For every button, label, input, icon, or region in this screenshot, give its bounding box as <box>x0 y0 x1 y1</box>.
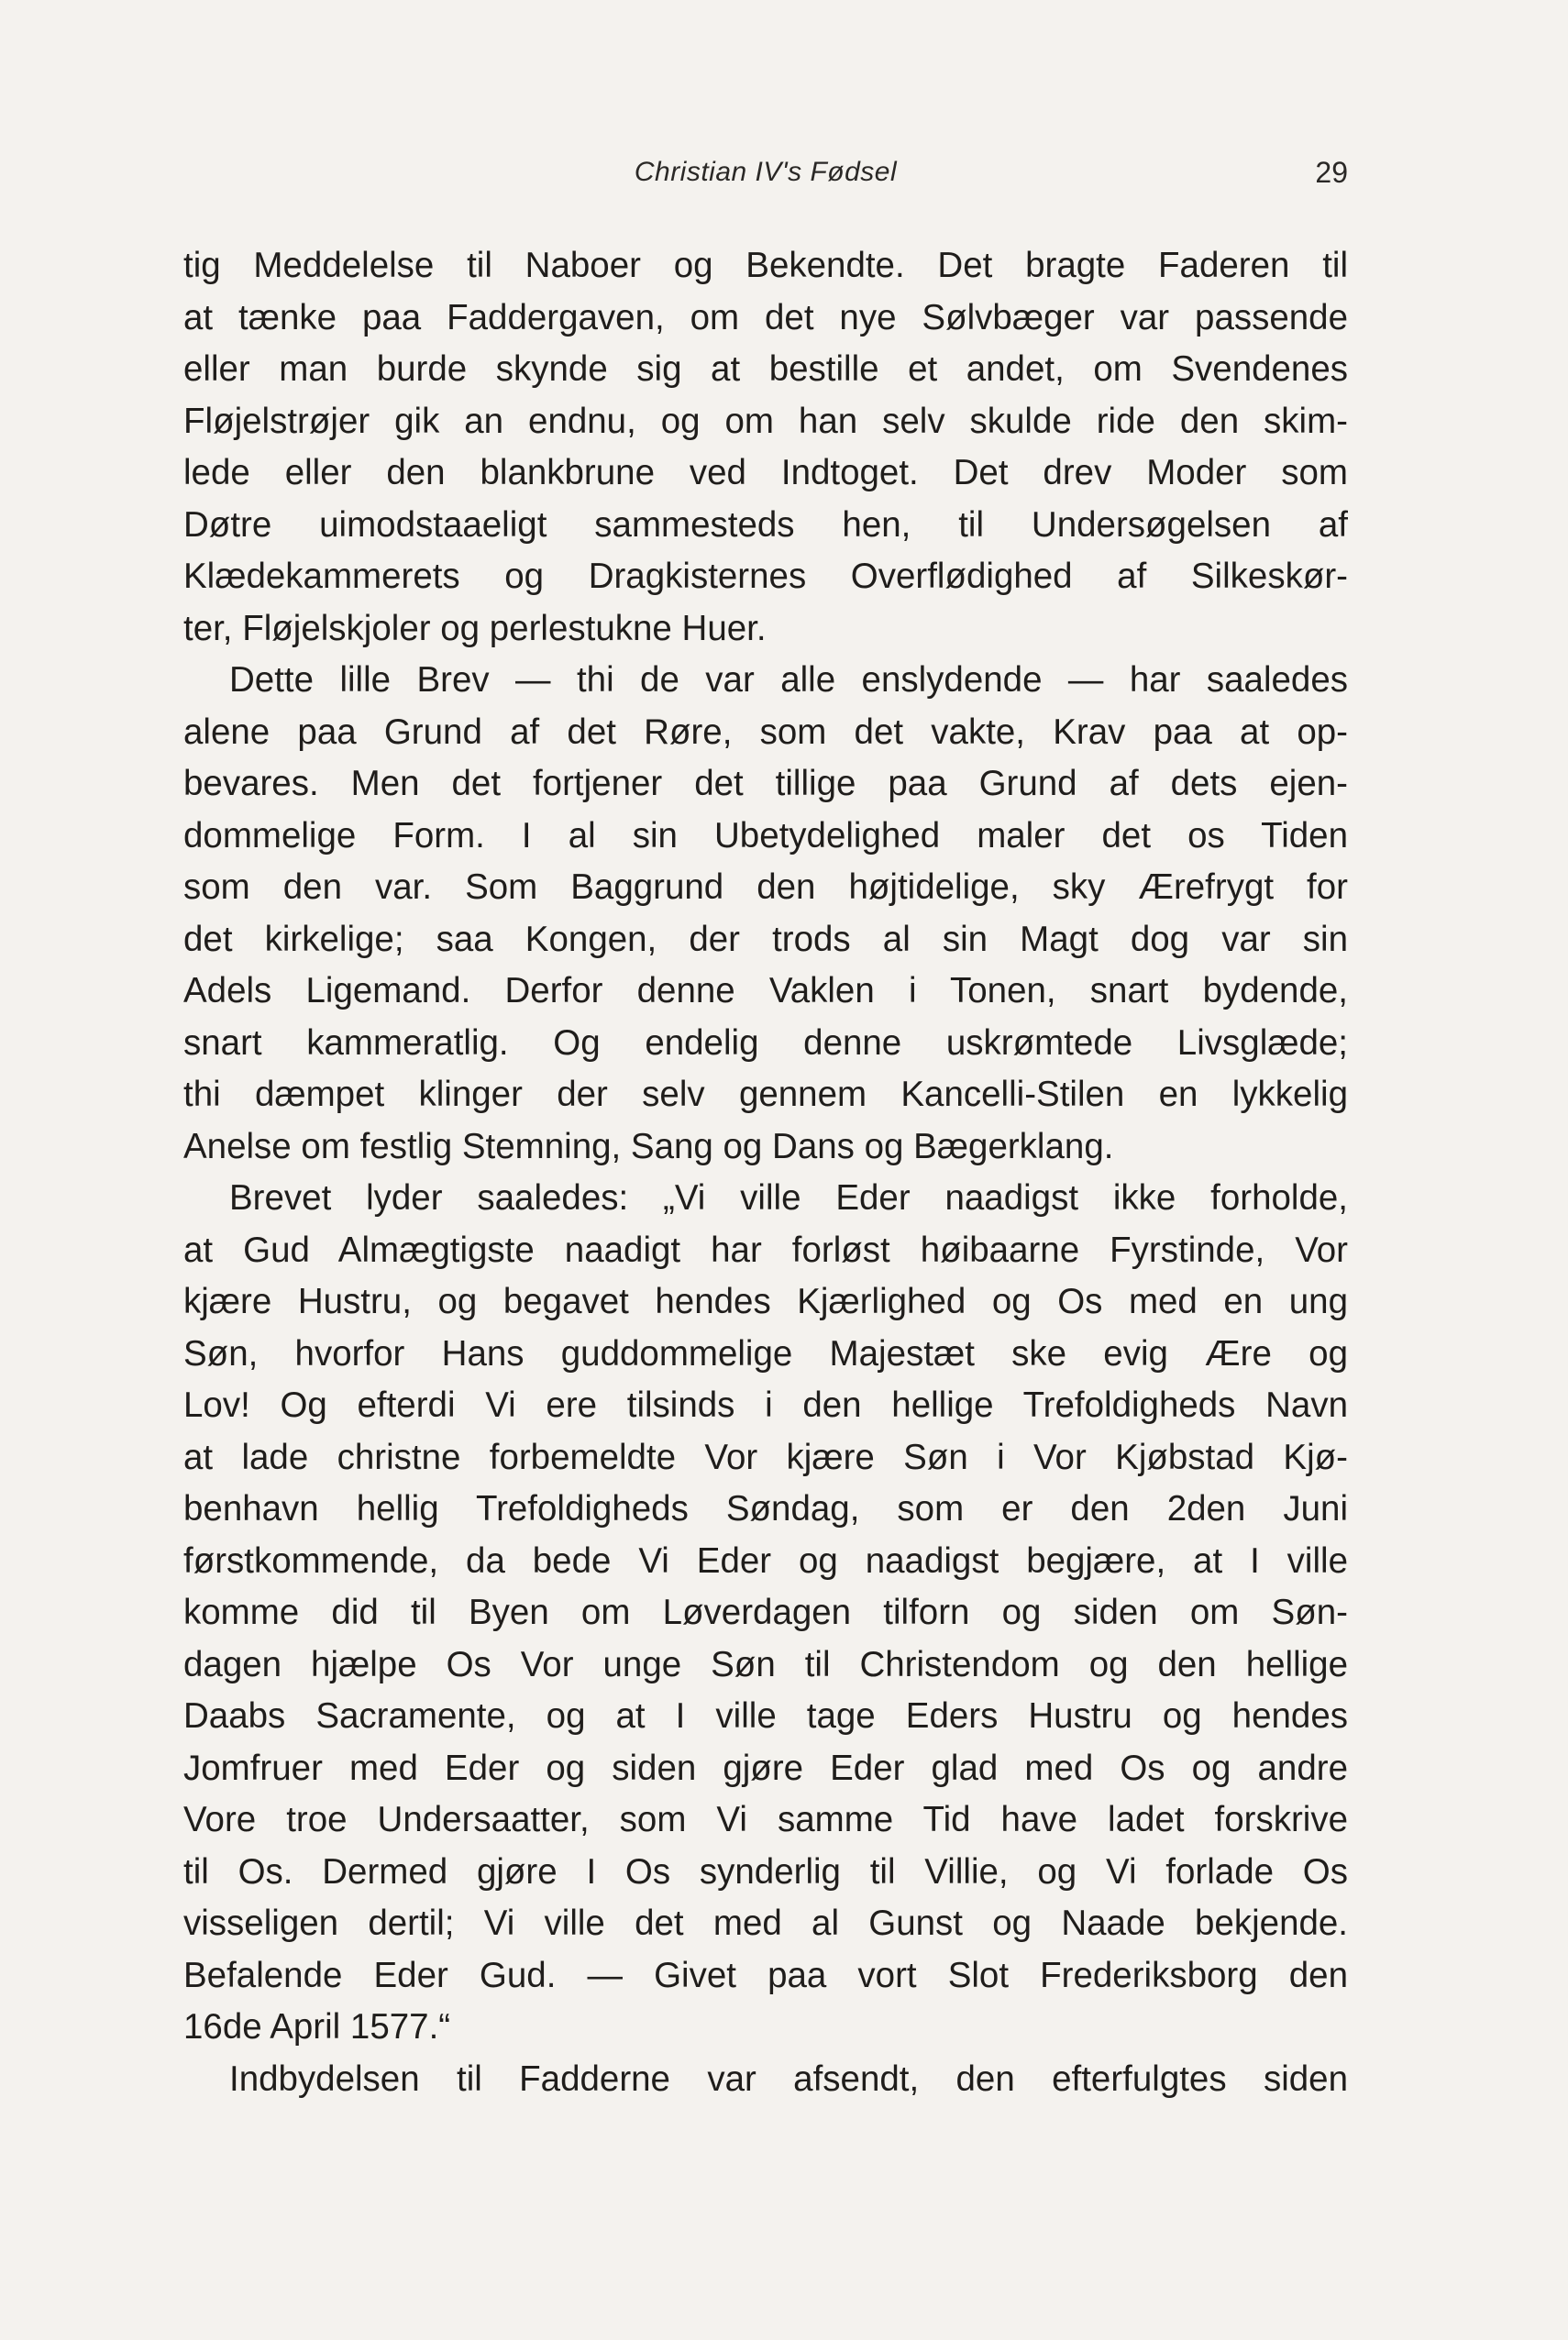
text-line: til Os. Dermed gjøre I Os synderlig til Villie, og Vi forlade Os <box>183 1851 1348 1892</box>
text-line: dommelige Form. I al sin Ubetydelighed maler det os Tiden <box>183 815 1348 855</box>
text-line: Lov! Og efterdi Vi ere tilsinds i den hellige Trefoldigheds Navn <box>183 1385 1348 1425</box>
text-line: Daabs Sacramente, og at I ville tage Eders Hustru og hendes <box>183 1696 1348 1736</box>
text-line: ter, Fløjelskjoler og perlestukne Huer. <box>183 608 767 648</box>
text-line: Dette lille Brev — thi de var alle enslydende — har saaledes <box>229 660 1348 700</box>
text-line: at Gud Almægtigste naadigt har forløst høibaarne Fyrstinde, Vor <box>183 1230 1348 1270</box>
text-line: at tænke paa Faddergaven, om det nye Sølvbæger var passende <box>183 297 1348 337</box>
text-line: Fløjelstrøjer gik an endnu, og om han selv skulde ride den skim- <box>183 401 1348 441</box>
text-line: alene paa Grund af det Røre, som det vakte, Krav paa at op- <box>183 712 1348 752</box>
text-line: thi dæmpet klinger der selv gennem Kancelli-Stilen en lykkelig <box>183 1075 1348 1114</box>
text-line: eller man burde skynde sig at bestille et andet, om Svendenes <box>183 349 1348 389</box>
text-line: snart kammeratlig. Og endelig denne uskrømtede Livsglæde; <box>183 1022 1348 1063</box>
text-line: visseligen dertil; Vi ville det med al Gunst og Naade bekjende. <box>183 1904 1348 1943</box>
text-line: Befalende Eder Gud. — Givet paa vort Slot Frederiksborg den <box>183 1955 1348 1995</box>
text-line: Jomfruer med Eder og siden gjøre Eder glad med Os og andre <box>183 1748 1348 1788</box>
page-header <box>183 154 1348 191</box>
text-line: benhavn hellig Trefoldigheds Søndag, som er den 2den Juni <box>183 1489 1348 1529</box>
text-line: førstkommende, da bede Vi Eder og naadigst begjære, at I ville <box>183 1540 1348 1581</box>
text-line: Døtre uimodstaaeligt sammesteds hen, til Undersøgelsen af <box>183 504 1348 545</box>
text-line: dagen hjælpe Os Vor unge Søn til Christendom og den hellige <box>183 1644 1348 1684</box>
text-line: lede eller den blankbrune ved Indtoget. Det drev Moder som <box>183 453 1348 492</box>
text-line: Brevet lyder saaledes: „Vi ville Eder naadigst ikke forholde, <box>229 1178 1348 1218</box>
text-line: kjære Hustru, og begavet hendes Kjærlighed og Os med en ung <box>183 1282 1348 1321</box>
text-line: 16de April 1577.“ <box>183 2007 451 2047</box>
text-line: komme did til Byen om Løverdagen tilforn og siden om Søn- <box>183 1593 1348 1632</box>
text-line: Vore troe Undersaatter, som Vi samme Tid have ladet forskrive <box>183 1800 1348 1839</box>
body-text <box>183 240 1348 2105</box>
text-line: Søn, hvorfor Hans guddommelige Majestæt ske evig Ære og <box>183 1333 1348 1374</box>
text-line: Adels Ligemand. Derfor denne Vaklen i Tonen, snart bydende, <box>183 971 1348 1010</box>
text-line: Klædekammerets og Dragkisternes Overflødighed af Silkeskør- <box>183 557 1348 596</box>
text-line: bevares. Men det fortjener det tillige paa Grund af dets ejen- <box>183 764 1348 803</box>
text-line: det kirkelige; saa Kongen, der trods al sin Magt dog var sin <box>183 919 1348 959</box>
text-line: som den var. Som Baggrund den højtidelige, sky Ærefrygt for <box>183 867 1348 907</box>
text-line: Anelse om festlig Stemning, Sang og Dans og Bægerklang. <box>183 1126 1114 1166</box>
text-line: tig Meddelelse til Naboer og Bekendte. Det bragte Faderen til <box>183 246 1348 285</box>
running-title: Christian IV's Fødsel <box>634 157 898 187</box>
text-line: Indbydelsen til Fadderne var afsendt, den efterfulgtes siden <box>229 2059 1348 2099</box>
text-line: at lade christne forbemeldte Vor kjære Søn i Vor Kjøbstad Kjø- <box>183 1437 1348 1477</box>
page-number: 29 <box>1315 156 1348 189</box>
